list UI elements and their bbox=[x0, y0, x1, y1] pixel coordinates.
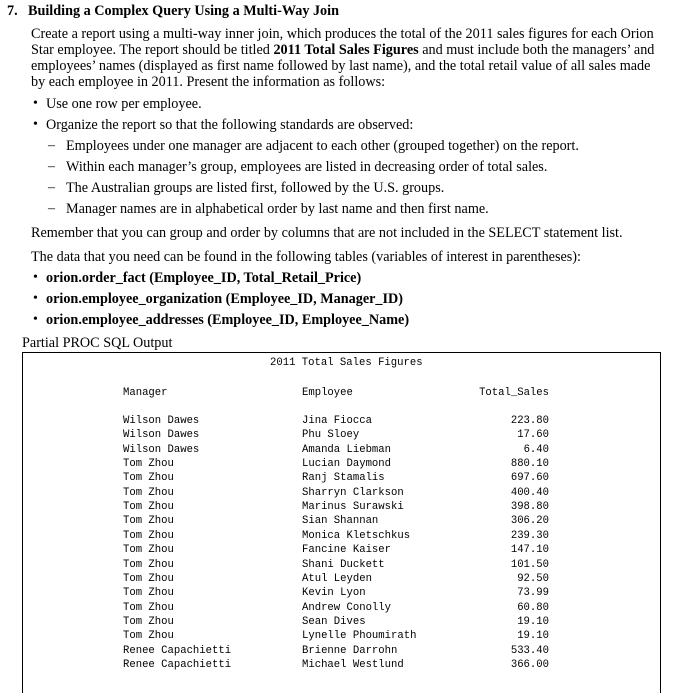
row-manager: Tom Zhou bbox=[123, 472, 174, 485]
question-number: 7. bbox=[7, 3, 18, 19]
row-employee: Jina Fiocca bbox=[302, 415, 372, 427]
bullet-icon: • bbox=[33, 291, 38, 306]
row-total-sales: 19.10 bbox=[517, 615, 549, 628]
row-employee: Phu Sloey bbox=[302, 429, 360, 442]
table-item: orion.employee_organization (Employee_ID, Manager_ID) bbox=[46, 291, 404, 307]
row-total-sales: 147.10 bbox=[510, 544, 549, 557]
row-employee: Lucian Daymond bbox=[302, 458, 392, 471]
bullet-item: Use one row per employee. bbox=[46, 96, 202, 112]
dash-icon: – bbox=[48, 180, 55, 195]
header-total-sales: Total_Sales bbox=[479, 387, 549, 399]
row-manager: Renee Capachietti bbox=[123, 658, 232, 671]
row-total-sales: 6.40 bbox=[523, 443, 549, 456]
row-employee: Atul Leyden bbox=[302, 572, 372, 585]
report-title-inline: 2011 Total Sales Figures bbox=[273, 42, 419, 58]
row-total-sales: 101.50 bbox=[510, 558, 549, 571]
row-employee: Monica Kletschkus bbox=[302, 529, 411, 542]
row-total-sales: 239.30 bbox=[510, 529, 549, 542]
bullet-icon: • bbox=[33, 96, 38, 111]
row-manager: Tom Zhou bbox=[123, 601, 174, 614]
table-item: orion.employee_addresses (Employee_ID, Employee_Name) bbox=[46, 312, 410, 328]
bullet-icon: • bbox=[33, 312, 38, 327]
row-manager: Wilson Dawes bbox=[123, 429, 200, 442]
row-manager: Tom Zhou bbox=[123, 572, 174, 585]
question-title: Building a Complex Query Using a Multi-Way Join bbox=[28, 3, 339, 19]
row-manager: Wilson Dawes bbox=[123, 415, 200, 427]
row-employee: Amanda Liebman bbox=[302, 443, 392, 456]
sub-bullet-item: Within each manager’s group, employees are listed in decreasing order of total sales. bbox=[66, 159, 548, 175]
row-employee: Michael Westlund bbox=[302, 658, 404, 671]
row-manager: Tom Zhou bbox=[123, 529, 174, 542]
row-total-sales: 880.10 bbox=[510, 458, 549, 471]
row-employee: Fancine Kaiser bbox=[302, 544, 392, 557]
row-manager: Tom Zhou bbox=[123, 558, 174, 571]
intro-line-1: Create a report using a multi-way inner join, which produces the total of the 2011 sales figures for each Orion bbox=[31, 26, 654, 42]
sub-bullet-item: Employees under one manager are adjacent to each other (grouped together) on the report. bbox=[66, 138, 579, 154]
row-manager: Tom Zhou bbox=[123, 458, 174, 471]
row-total-sales: 697.60 bbox=[510, 472, 549, 485]
row-employee: Kevin Lyon bbox=[302, 587, 366, 600]
row-total-sales: 73.99 bbox=[517, 587, 549, 600]
bullet-icon: • bbox=[33, 270, 38, 285]
row-employee: Marinus Surawski bbox=[302, 501, 404, 514]
row-manager: Tom Zhou bbox=[123, 630, 174, 643]
row-employee: Ranj Stamalis bbox=[302, 472, 385, 485]
table-item: orion.order_fact (Employee_ID, Total_Retail_Price) bbox=[46, 270, 362, 286]
row-total-sales: 306.20 bbox=[510, 515, 549, 528]
remember-note: Remember that you can group and order by columns that are not included in the SELECT statement list. bbox=[31, 225, 623, 241]
row-manager: Tom Zhou bbox=[123, 486, 174, 499]
row-manager: Tom Zhou bbox=[123, 515, 174, 528]
sub-bullet-item: Manager names are in alphabetical order by last name and then first name. bbox=[66, 201, 489, 217]
row-total-sales: 17.60 bbox=[517, 429, 549, 442]
dash-icon: – bbox=[48, 159, 55, 174]
row-employee: Andrew Conolly bbox=[302, 601, 392, 614]
header-employee: Employee bbox=[302, 387, 353, 399]
sub-bullet-item: The Australian groups are listed first, followed by the U.S. groups. bbox=[66, 180, 445, 196]
data-intro: The data that you need can be found in the following tables (variables of interest in parentheses): bbox=[31, 249, 581, 265]
sql-output-box bbox=[22, 352, 661, 693]
dash-icon: – bbox=[48, 138, 55, 153]
row-manager: Tom Zhou bbox=[123, 615, 174, 628]
row-employee: Lynelle Phoumirath bbox=[302, 630, 417, 643]
intro-line-4: by each employee in 2011. Present the information as follows: bbox=[31, 74, 386, 90]
row-employee: Sian Shannan bbox=[302, 515, 379, 528]
row-manager: Tom Zhou bbox=[123, 501, 174, 514]
bullet-item: Organize the report so that the following standards are observed: bbox=[46, 117, 414, 133]
row-total-sales: 533.40 bbox=[510, 644, 549, 657]
row-employee: Brienne Darrohn bbox=[302, 644, 398, 657]
output-title: 2011 Total Sales Figures bbox=[270, 357, 423, 369]
row-employee: Shani Duckett bbox=[302, 558, 385, 571]
output-label: Partial PROC SQL Output bbox=[22, 335, 173, 351]
row-total-sales: 223.80 bbox=[510, 415, 549, 427]
row-total-sales: 398.80 bbox=[510, 501, 549, 514]
intro-line-2: Star employee. The report should be titled 2011 Total Sales Figures and must include both the managers’ and bbox=[31, 42, 655, 58]
row-total-sales: 60.80 bbox=[517, 601, 549, 614]
row-employee: Sharryn Clarkson bbox=[302, 486, 404, 499]
dash-icon: – bbox=[48, 201, 55, 216]
row-manager: Wilson Dawes bbox=[123, 443, 200, 456]
row-employee: Sean Dives bbox=[302, 615, 366, 628]
row-total-sales: 92.50 bbox=[517, 572, 549, 585]
intro-line-3: employees’ names (displayed as first name followed by last name), and the total retail value of all sales made bbox=[31, 58, 651, 74]
row-manager: Tom Zhou bbox=[123, 587, 174, 600]
row-manager: Renee Capachietti bbox=[123, 644, 232, 657]
row-manager: Tom Zhou bbox=[123, 544, 174, 557]
bullet-icon: • bbox=[33, 117, 38, 132]
row-total-sales: 19.10 bbox=[517, 630, 549, 643]
header-manager: Manager bbox=[123, 387, 168, 399]
row-total-sales: 366.00 bbox=[510, 658, 549, 671]
row-total-sales: 400.40 bbox=[510, 486, 549, 499]
